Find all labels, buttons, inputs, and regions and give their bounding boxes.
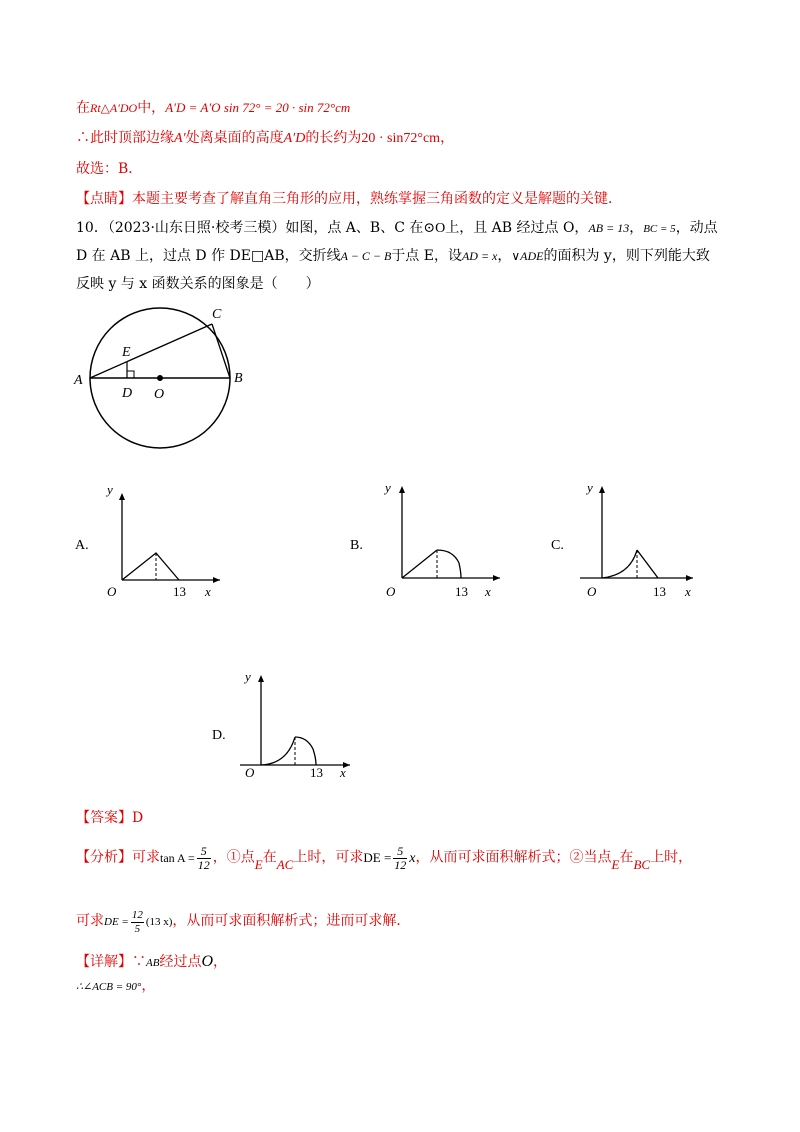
math-expr: AB xyxy=(146,957,160,969)
text: 的面积为 y，则下列能大致 xyxy=(543,248,710,264)
option-d-label[interactable]: D. xyxy=(212,728,226,743)
question-line-2 xyxy=(76,246,710,266)
denominator: 12 xyxy=(197,858,210,872)
option-d-graph[interactable] xyxy=(235,665,365,785)
tick-13: 13 xyxy=(653,584,666,599)
x-label: x xyxy=(685,584,691,599)
x-arrow xyxy=(686,575,693,581)
curve-line xyxy=(402,550,437,578)
label-o: O xyxy=(154,387,165,402)
math-expr: BC xyxy=(633,856,651,872)
text: 在 xyxy=(619,849,634,866)
math-expr: BC = 5 xyxy=(643,223,676,235)
y-label: y xyxy=(385,480,391,495)
origin-label: O xyxy=(386,584,396,599)
text: 经过点 xyxy=(159,954,202,970)
analysis-line-1 xyxy=(76,845,692,872)
x-arrow xyxy=(493,575,500,581)
circle-figure xyxy=(60,300,260,460)
text: ， xyxy=(497,248,512,264)
math-expr: A′D = A′O sin 72° = 20 · sin 72°cm xyxy=(165,100,351,115)
text: 于点 E，设 xyxy=(391,248,462,264)
math-expr: AB = 13 xyxy=(588,221,630,235)
text: ，①点 xyxy=(212,849,255,866)
y-arrow xyxy=(599,486,605,493)
question-line-3: 反映 y 与 x 函数关系的图象是（ ） xyxy=(76,276,320,292)
math-expr: A − C − B xyxy=(340,249,392,263)
text: 的长约为 xyxy=(305,130,362,146)
y-arrow xyxy=(399,486,405,493)
text: ， xyxy=(440,130,455,146)
numerator: 5 xyxy=(197,845,211,859)
math-expr: A′D xyxy=(283,131,306,146)
math-expr: O xyxy=(201,953,214,970)
answer-line: 【答案】D xyxy=(76,810,144,826)
detail-line-1 xyxy=(76,952,227,973)
text: ，从而可求面积解析式；进而可求解． xyxy=(172,913,411,930)
y-arrow xyxy=(258,675,264,682)
option-a-label[interactable]: A. xyxy=(75,538,89,553)
right-angle-mark xyxy=(127,371,134,378)
numerator: 5 xyxy=(393,845,407,859)
math-expr: AD = x xyxy=(461,249,498,263)
solution-line-1 xyxy=(76,98,350,118)
text: 中， xyxy=(137,100,166,116)
curve-arc xyxy=(437,550,461,578)
chord-cb xyxy=(212,324,230,378)
option-c-graph[interactable] xyxy=(575,480,705,600)
text: ， xyxy=(629,220,644,236)
fraction xyxy=(131,909,144,936)
math-expr: ∴∠ACB = 90° xyxy=(76,981,142,993)
math-expr: 20 · sin72°cm xyxy=(361,131,441,146)
analysis-line-2 xyxy=(76,909,410,936)
origin-label: O xyxy=(107,584,117,599)
text: 在 xyxy=(262,849,277,866)
curve-parabola xyxy=(261,737,295,765)
chord-ac xyxy=(90,324,212,378)
curve-parabola xyxy=(602,550,637,578)
math-expr: tan A = xyxy=(160,850,195,865)
text: ， xyxy=(141,978,156,994)
label-a: A xyxy=(74,373,83,388)
y-label: y xyxy=(245,669,251,684)
de-expr xyxy=(363,844,416,872)
tick-13: 13 xyxy=(173,584,186,599)
center-dot xyxy=(157,375,163,381)
label-c: C xyxy=(212,307,222,322)
option-b-graph[interactable] xyxy=(375,480,505,600)
y-label: y xyxy=(107,482,113,497)
denominator: 5 xyxy=(134,923,141,935)
y-arrow xyxy=(119,493,125,500)
origin-label: O xyxy=(587,584,597,599)
denominator: 12 xyxy=(394,858,407,872)
solution-line-3: 故选：B． xyxy=(76,161,143,177)
curve-line xyxy=(637,550,658,578)
solution-line-2 xyxy=(76,128,454,149)
question-line-1 xyxy=(76,218,718,239)
text: 【详解】∵ xyxy=(76,954,146,970)
label-e: E xyxy=(122,345,131,360)
math-expr: Rt△A′DO xyxy=(90,101,138,115)
x-label: x xyxy=(340,765,346,780)
math-expr: ∨ADE xyxy=(511,249,544,263)
y-label: y xyxy=(587,480,593,495)
text: 上时， xyxy=(650,849,693,866)
label-d: D xyxy=(122,386,133,401)
tan-expr xyxy=(160,844,213,872)
x-label: x xyxy=(485,584,491,599)
text: 处离桌面的高度 xyxy=(185,130,284,146)
numerator: 12 xyxy=(131,909,143,921)
math-expr: A′ xyxy=(174,131,186,146)
text: ，动点 xyxy=(675,220,718,236)
comment-line: 【点睛】本题主要考查了解直角三角形的应用，熟练掌握三角函数的定义是解题的关键． xyxy=(76,191,622,207)
math-expr: x xyxy=(409,850,416,866)
math-expr: AC xyxy=(276,856,294,872)
curve xyxy=(122,553,179,580)
curve-arc xyxy=(295,737,316,765)
fraction xyxy=(197,845,211,872)
math-expr: E xyxy=(611,856,620,872)
text: 10．（2023·山东日照·校考三模）如图，点 A、B、C 在 xyxy=(76,220,424,236)
option-b-label[interactable]: B. xyxy=(350,538,363,553)
text: 上时，可求 xyxy=(293,849,364,866)
origin-label: O xyxy=(245,765,255,780)
math-expr: DE = xyxy=(363,849,392,865)
x-label: x xyxy=(205,584,211,599)
option-c-label[interactable]: C. xyxy=(551,538,564,553)
x-arrow xyxy=(213,577,220,583)
detail-line-2 xyxy=(76,976,155,997)
text: ∴此时顶部边缘 xyxy=(76,130,174,146)
option-a-graph[interactable] xyxy=(95,480,225,600)
text: ， xyxy=(213,954,228,970)
math-expr: ⊙O xyxy=(423,221,446,236)
fraction xyxy=(393,845,407,872)
text: D 在 AB 上，过点 D 作 DE□AB，交折线 xyxy=(76,248,341,264)
text: 在 xyxy=(76,100,90,116)
label-b: B xyxy=(234,371,243,386)
tick-13: 13 xyxy=(455,584,468,599)
tick-13: 13 xyxy=(310,765,323,780)
text: 上，且 AB 经过点 O， xyxy=(445,220,589,236)
de-expr xyxy=(104,909,173,935)
text: ，从而可求面积解析式；②当点 xyxy=(415,849,612,866)
math-expr: (13 x) xyxy=(145,916,173,929)
text: 【分析】可求 xyxy=(76,849,160,866)
math-expr: DE = xyxy=(104,916,129,929)
text: 可求 xyxy=(76,913,104,930)
math-expr: E xyxy=(254,856,263,872)
